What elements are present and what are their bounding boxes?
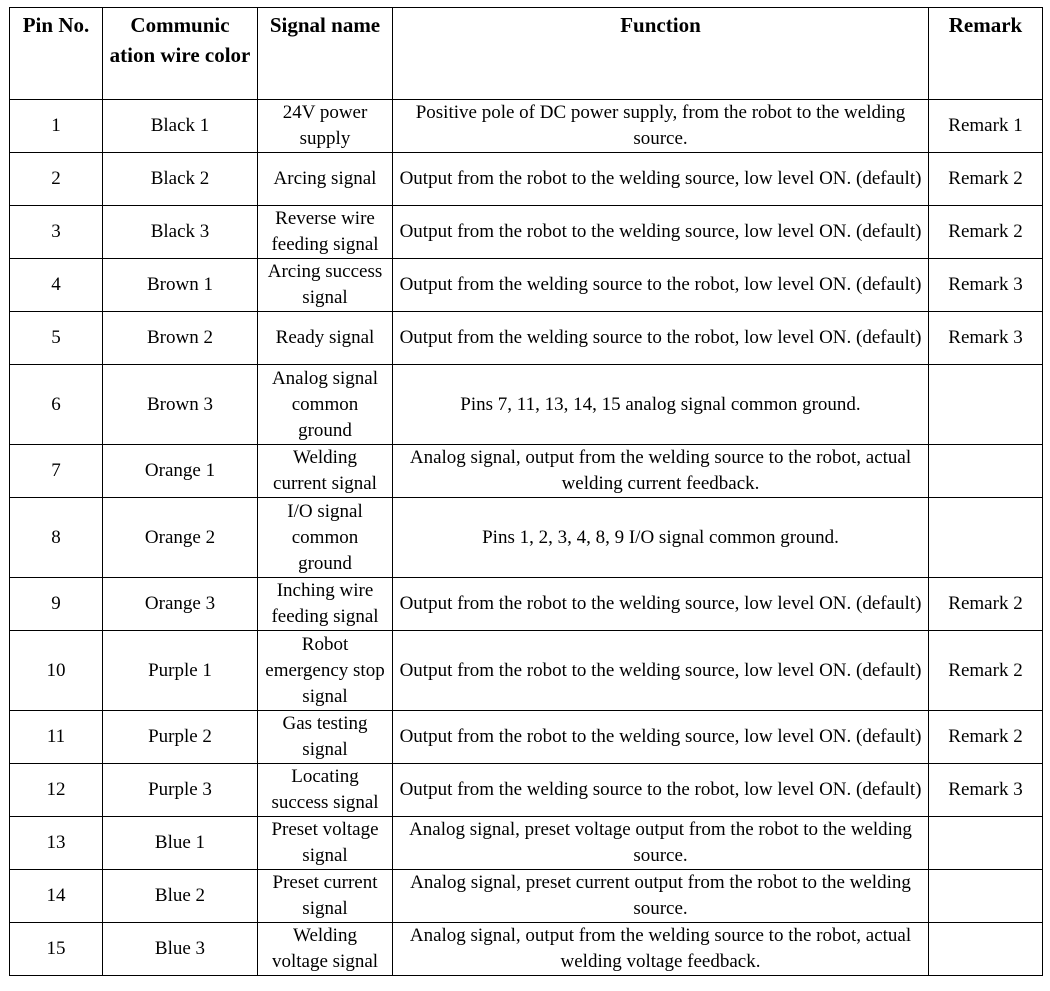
table-row xyxy=(10,100,1043,153)
cell-function: Output from the welding source to the robot, low level ON. (default) xyxy=(393,764,929,817)
cell-signal: Preset current signal xyxy=(258,870,393,923)
cell-remark: Remark 3 xyxy=(929,312,1043,365)
table-row xyxy=(10,498,1043,578)
cell-color: Black 2 xyxy=(103,153,258,206)
cell-signal: Robot emergency stop signal xyxy=(258,631,393,711)
cell-signal: Preset voltage signal xyxy=(258,817,393,870)
cell-function: Output from the welding source to the robot, low level ON. (default) xyxy=(393,259,929,312)
cell-color: Orange 2 xyxy=(103,498,258,578)
cell-pin: 9 xyxy=(10,578,103,631)
table-row xyxy=(10,631,1043,711)
cell-signal: I/O signal common ground xyxy=(258,498,393,578)
cell-remark xyxy=(929,365,1043,445)
table-row xyxy=(10,817,1043,870)
cell-signal: Inching wire feeding signal xyxy=(258,578,393,631)
cell-signal: Arcing success signal xyxy=(258,259,393,312)
cell-color: Blue 2 xyxy=(103,870,258,923)
cell-signal: Reverse wire feeding signal xyxy=(258,206,393,259)
cell-signal: Ready signal xyxy=(258,312,393,365)
cell-color: Brown 3 xyxy=(103,365,258,445)
cell-signal: Welding current signal xyxy=(258,445,393,498)
cell-pin: 7 xyxy=(10,445,103,498)
cell-remark: Remark 2 xyxy=(929,153,1043,206)
table-row xyxy=(10,259,1043,312)
cell-pin: 8 xyxy=(10,498,103,578)
table-row xyxy=(10,711,1043,764)
header-signal-name: Signal name xyxy=(258,8,393,100)
cell-color: Black 1 xyxy=(103,100,258,153)
header-wire-color: Communic ation wire color xyxy=(103,8,258,100)
cell-remark xyxy=(929,870,1043,923)
cell-pin: 4 xyxy=(10,259,103,312)
table-row xyxy=(10,445,1043,498)
cell-remark: Remark 3 xyxy=(929,764,1043,817)
table-row xyxy=(10,764,1043,817)
cell-color: Black 3 xyxy=(103,206,258,259)
cell-pin: 13 xyxy=(10,817,103,870)
header-remark: Remark xyxy=(929,8,1043,100)
cell-remark xyxy=(929,498,1043,578)
cell-pin: 15 xyxy=(10,923,103,976)
header-pin: Pin No. xyxy=(10,8,103,100)
cell-color: Purple 3 xyxy=(103,764,258,817)
pin-definition-table xyxy=(9,7,1043,976)
cell-function: Pins 1, 2, 3, 4, 8, 9 I/O signal common ground. xyxy=(393,498,929,578)
cell-color: Brown 2 xyxy=(103,312,258,365)
cell-remark xyxy=(929,445,1043,498)
cell-remark: Remark 1 xyxy=(929,100,1043,153)
cell-signal: Analog signal common ground xyxy=(258,365,393,445)
table-row xyxy=(10,870,1043,923)
cell-pin: 14 xyxy=(10,870,103,923)
cell-function: Output from the robot to the welding source, low level ON. (default) xyxy=(393,153,929,206)
cell-function: Analog signal, output from the welding source to the robot, actual welding voltage feedback. xyxy=(393,923,929,976)
cell-color: Purple 1 xyxy=(103,631,258,711)
cell-remark xyxy=(929,817,1043,870)
cell-function: Analog signal, preset current output from the robot to the welding source. xyxy=(393,870,929,923)
table-row xyxy=(10,153,1043,206)
cell-function: Output from the robot to the welding source, low level ON. (default) xyxy=(393,631,929,711)
cell-pin: 6 xyxy=(10,365,103,445)
cell-color: Orange 1 xyxy=(103,445,258,498)
cell-color: Orange 3 xyxy=(103,578,258,631)
cell-function: Output from the robot to the welding source, low level ON. (default) xyxy=(393,578,929,631)
table-row xyxy=(10,312,1043,365)
cell-function: Output from the robot to the welding source, low level ON. (default) xyxy=(393,206,929,259)
table-row xyxy=(10,923,1043,976)
cell-signal: Welding voltage signal xyxy=(258,923,393,976)
header-function: Function xyxy=(393,8,929,100)
cell-color: Purple 2 xyxy=(103,711,258,764)
cell-pin: 12 xyxy=(10,764,103,817)
cell-function: Pins 7, 11, 13, 14, 15 analog signal common ground. xyxy=(393,365,929,445)
cell-signal: Arcing signal xyxy=(258,153,393,206)
table-row xyxy=(10,206,1043,259)
table-row xyxy=(10,578,1043,631)
cell-function: Positive pole of DC power supply, from the robot to the welding source. xyxy=(393,100,929,153)
cell-pin: 2 xyxy=(10,153,103,206)
cell-pin: 1 xyxy=(10,100,103,153)
cell-pin: 5 xyxy=(10,312,103,365)
cell-remark xyxy=(929,923,1043,976)
cell-signal: Gas testing signal xyxy=(258,711,393,764)
cell-signal: Locating success signal xyxy=(258,764,393,817)
cell-signal: 24V power supply xyxy=(258,100,393,153)
cell-color: Blue 3 xyxy=(103,923,258,976)
cell-remark: Remark 2 xyxy=(929,206,1043,259)
cell-pin: 11 xyxy=(10,711,103,764)
cell-color: Blue 1 xyxy=(103,817,258,870)
table-row xyxy=(10,365,1043,445)
header-row xyxy=(10,8,1043,100)
cell-function: Output from the welding source to the robot, low level ON. (default) xyxy=(393,312,929,365)
cell-function: Analog signal, output from the welding source to the robot, actual welding current feedback. xyxy=(393,445,929,498)
cell-function: Analog signal, preset voltage output from the robot to the welding source. xyxy=(393,817,929,870)
cell-function: Output from the robot to the welding source, low level ON. (default) xyxy=(393,711,929,764)
cell-remark: Remark 2 xyxy=(929,578,1043,631)
cell-pin: 10 xyxy=(10,631,103,711)
cell-color: Brown 1 xyxy=(103,259,258,312)
cell-pin: 3 xyxy=(10,206,103,259)
cell-remark: Remark 2 xyxy=(929,711,1043,764)
cell-remark: Remark 3 xyxy=(929,259,1043,312)
cell-remark: Remark 2 xyxy=(929,631,1043,711)
